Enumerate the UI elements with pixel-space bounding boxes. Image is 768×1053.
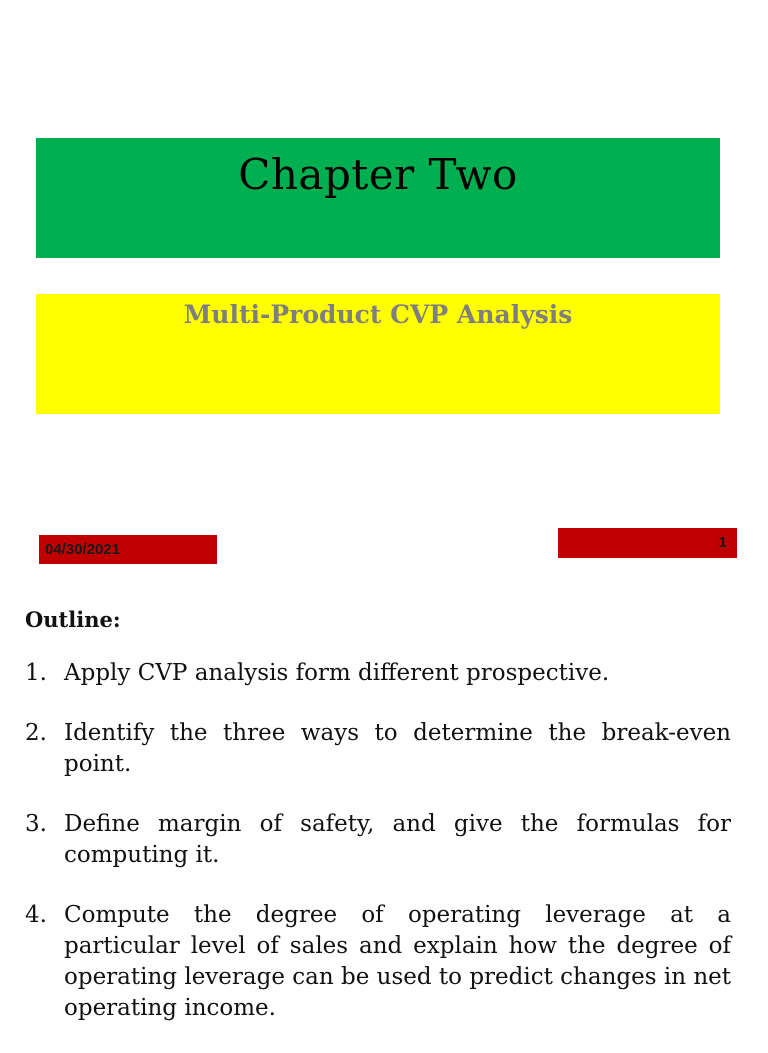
outline-item [25,718,731,780]
outline-item-text: Define margin of safety, and give the formulas for computing it. [64,811,731,868]
slide-subtitle: Multi-Product CVP Analysis [183,300,573,329]
outline-item-number: 3. [25,811,47,837]
slide-date: 04/30/2021 [45,541,121,558]
page-number-footer [558,528,737,558]
outline-item [25,900,731,1024]
title-banner [36,138,720,258]
outline-item-number: 4. [25,902,47,928]
outline-item-text: Apply CVP analysis form different prospective. [64,660,610,686]
slide-page-number: 1 [718,534,727,551]
outline-item [25,809,731,871]
outline-item-number: 2. [25,720,47,746]
slide-title: Chapter Two [238,150,518,199]
date-footer [39,535,217,564]
outline-item [25,658,731,689]
outline-item-text: Identify the three ways to determine the break-even point. [64,720,731,777]
outline-section [25,604,731,1053]
outline-item-number: 1. [25,660,47,686]
outline-list [25,658,731,1024]
outline-heading: Outline: [25,607,121,632]
outline-item-text: Compute the degree of operating leverage at a particular level of sales and explain how the degree of operating leverage can be used to predict changes in net operating income. [64,902,731,1021]
subtitle-banner [36,294,720,414]
